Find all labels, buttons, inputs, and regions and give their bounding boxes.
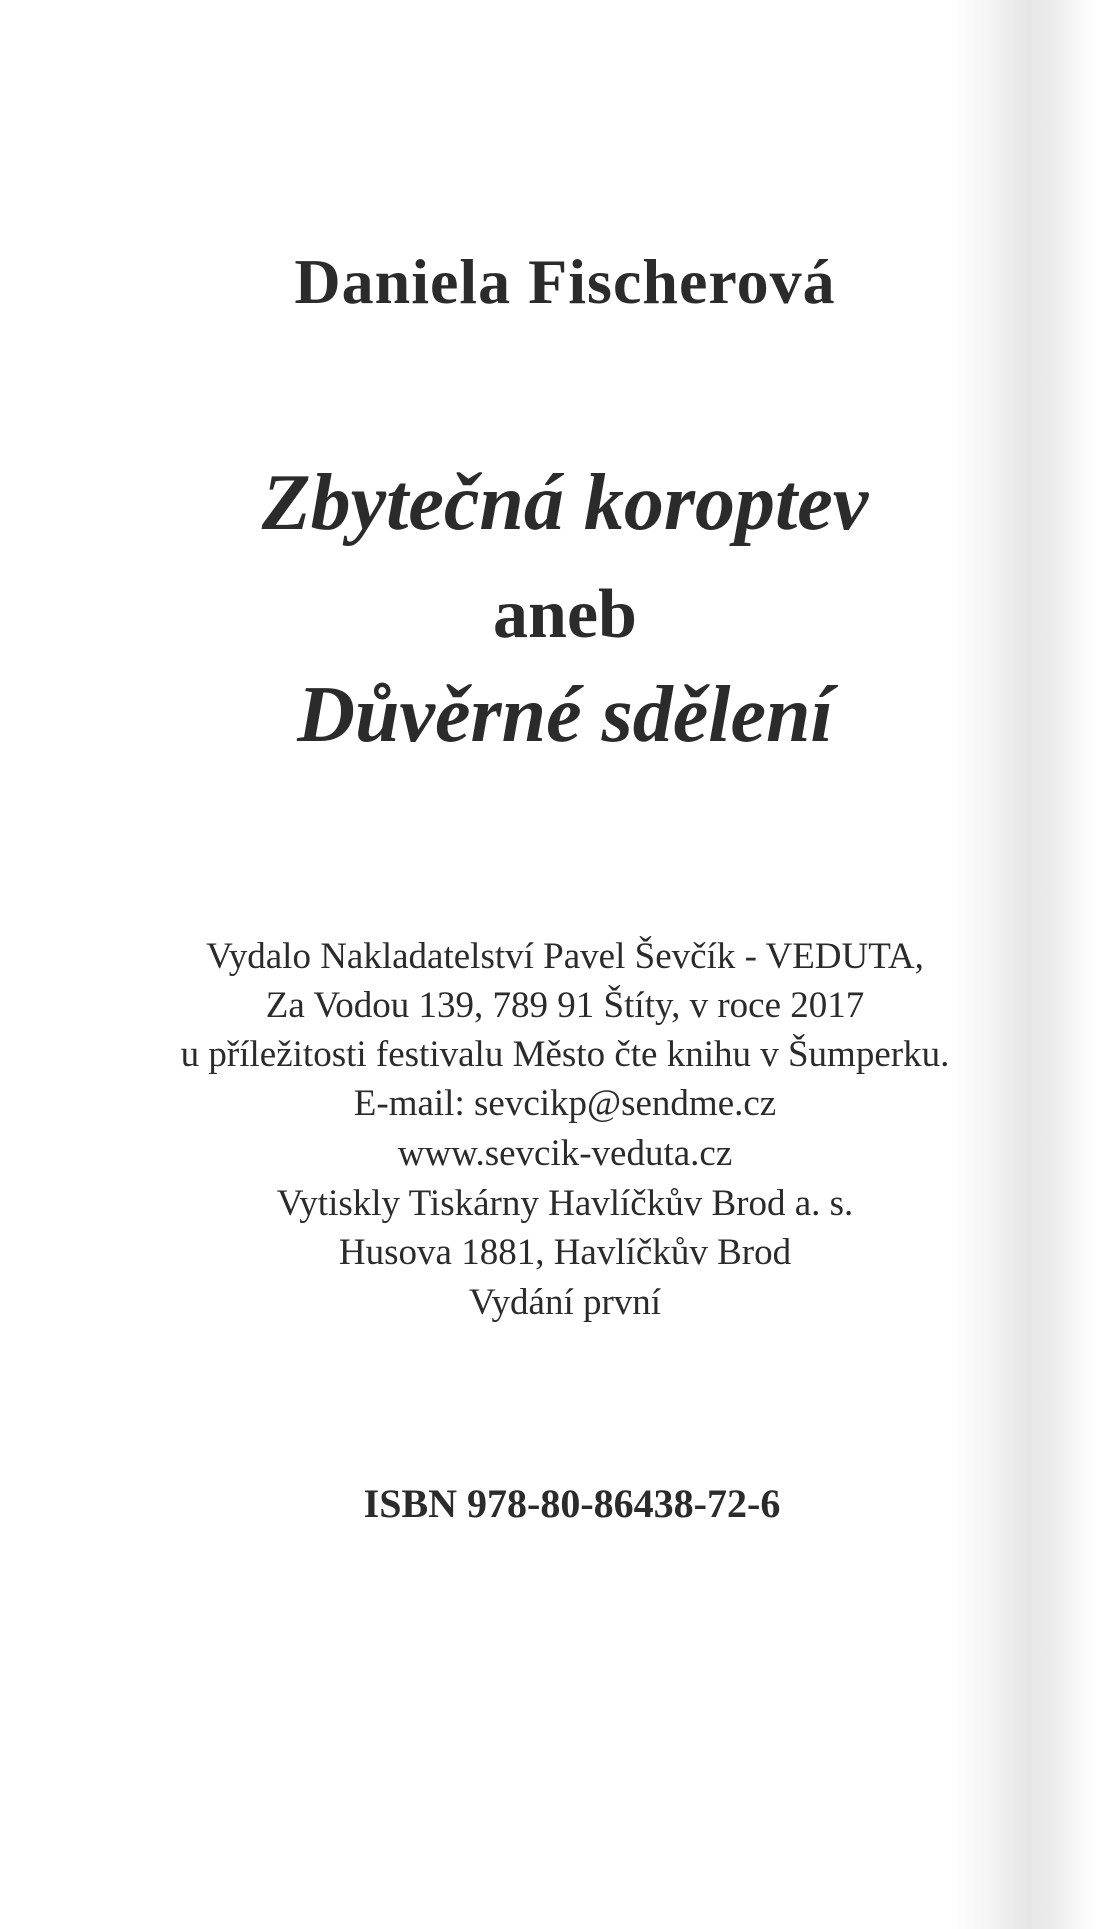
imprint-line-email: E-mail: sevcikp@sendme.cz bbox=[353, 1083, 777, 1124]
isbn-number: ISBN 978-80-86438-72-6 bbox=[363, 1481, 781, 1526]
imprint-line-edition: Vydání první bbox=[468, 1282, 662, 1323]
imprint-line-printer-address: Husova 1881, Havlíčkův Brod bbox=[338, 1232, 792, 1273]
imprint-line-printer: Vytiskly Tiskárny Havlíčkův Brod a. s. bbox=[276, 1183, 854, 1224]
imprint-line-publisher: Vydalo Nakladatelství Pavel Ševčík - VEDUTA, bbox=[206, 936, 924, 977]
author-name: Daniela Fischerová bbox=[294, 246, 836, 317]
title-conjunction: aneb bbox=[493, 576, 637, 653]
imprint-line-address: Za Vodou 139, 789 91 Štíty, v roce 2017 bbox=[265, 985, 865, 1026]
imprint-line-website: www.sevcik-veduta.cz bbox=[397, 1133, 733, 1174]
book-title: Zbytečná koroptev bbox=[261, 459, 869, 547]
book-subtitle: Důvěrné sdělení bbox=[297, 671, 833, 759]
imprint-line-occasion: u příležitosti festivalu Město čte knihu v Šumperku. bbox=[180, 1034, 950, 1075]
